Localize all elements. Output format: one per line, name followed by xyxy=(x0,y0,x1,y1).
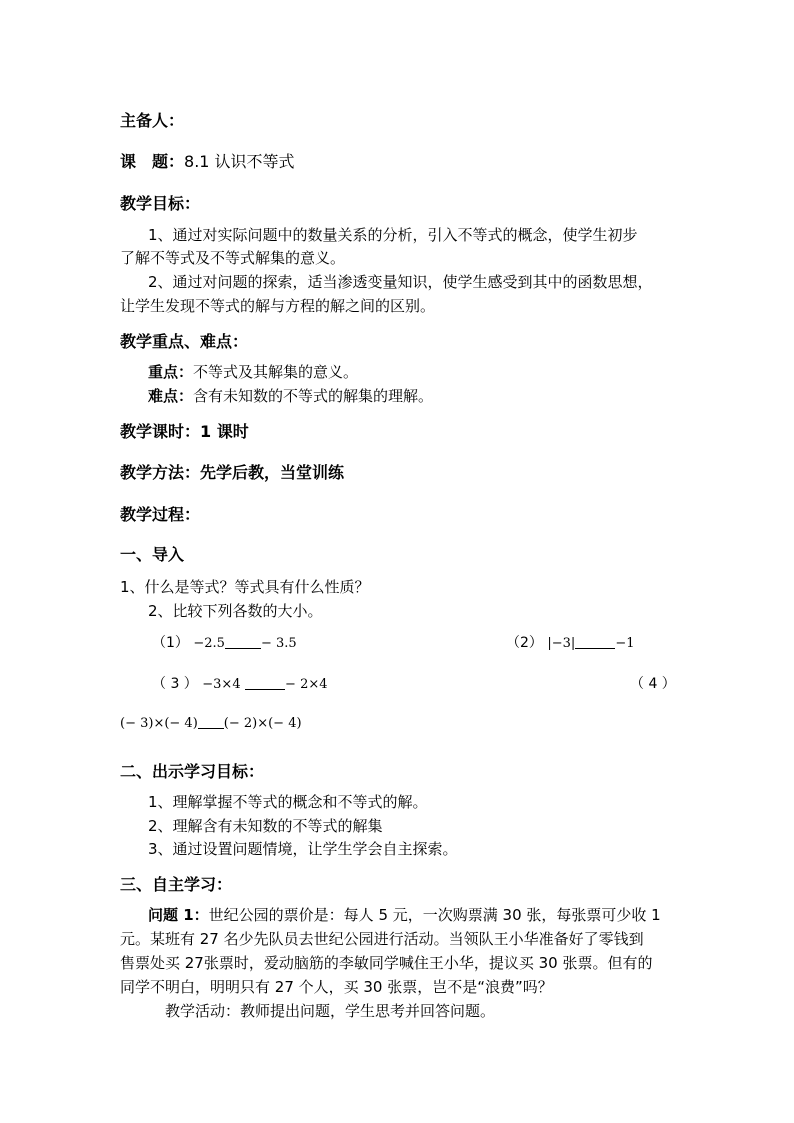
difficulty-line xyxy=(148,385,433,406)
teaching-activity: 教学活动：教师提出问题，学生思考并回答问题。 xyxy=(165,1002,496,1020)
self-study-line-4: 同学不明白，明明只有 27 个人，买 30 张票，岂不是“浪费”吗？ xyxy=(120,978,553,996)
difficulty-text: 含有未知数的不等式的解集的理解。 xyxy=(193,387,434,405)
focus-text: 不等式及其解集的意义。 xyxy=(193,363,359,381)
problem-4 xyxy=(120,714,302,731)
method-label: 教学方法： xyxy=(120,463,201,482)
self-study-line-1 xyxy=(148,904,661,925)
problem-1-right: − 3.5 xyxy=(260,636,297,651)
self-study-line-2: 元。某班有 27 名少先队员去世纪公园进行活动。当领队王小华准备好了零钱到 xyxy=(120,930,644,948)
objective-2-line-2: 让学生发现不等式的解与方程的解之间的区别。 xyxy=(120,297,436,315)
process-heading: 教学过程： xyxy=(120,505,201,524)
key-points-heading: 教学重点、难点： xyxy=(120,332,249,351)
difficulty-label: 难点： xyxy=(148,387,194,405)
problem-3-left: −3×4 xyxy=(202,677,241,692)
problem-1-label: （1） xyxy=(152,635,189,651)
objective-2-line-1: 2、通过对问题的探索，适当渗透变量知识，使学生感受到其中的函数思想， xyxy=(148,273,653,291)
topic-title: 8.1 认识不等式 xyxy=(184,152,295,171)
problem-label: 问题 1： xyxy=(148,906,209,924)
hours-line xyxy=(120,419,249,442)
topic-label: 课 题： xyxy=(120,152,185,171)
problem-3-right: − 2×4 xyxy=(285,677,328,692)
problem-1 xyxy=(152,632,297,652)
problem-text-1: 世纪公园的票价是：每人 5 元，一次购票满 30 张，每张票可少收 1 xyxy=(208,906,661,924)
focus-label: 重点： xyxy=(148,363,194,381)
goal-item-1: 1、理解掌握不等式的概念和不等式的解。 xyxy=(148,793,428,811)
prepared-by: 主备人： xyxy=(120,111,185,130)
problem-4-left: (− 3)×(− 4) xyxy=(120,716,198,731)
problem-2-blank xyxy=(575,634,615,649)
hours-value: 1 课时 xyxy=(200,422,249,441)
objectives-heading: 教学目标： xyxy=(120,194,201,213)
goal-item-2: 2、理解含有未知数的不等式的解集 xyxy=(148,817,383,835)
focus-line xyxy=(148,361,358,382)
objective-1-line-1: 1、通过对实际问题中的数量关系的分析，引入不等式的概念，使学生初步 xyxy=(148,226,638,244)
goal-item-3: 3、通过设置问题情境，让学生学会自主探索。 xyxy=(148,840,458,858)
hours-label: 教学课时： xyxy=(120,422,201,441)
topic-line xyxy=(120,149,295,172)
self-study-line-3: 售票处买 27张票时，爱动脑筋的李敏同学喊住王小华，提议买 30 张票。但有的 xyxy=(120,954,653,972)
problem-2-left: |−3| xyxy=(547,636,576,651)
problem-3 xyxy=(152,673,328,693)
intro-question-1: 1、什么是等式？等式具有什么性质？ xyxy=(120,578,370,596)
goals-heading: 二、出示学习目标： xyxy=(120,762,265,781)
problem-4-blank xyxy=(198,714,224,729)
intro-heading: 一、导入 xyxy=(120,545,185,564)
problem-3-label: （ 3 ） xyxy=(152,676,198,692)
objective-1-line-2: 了解不等式及不等式解集的意义。 xyxy=(120,249,346,267)
problem-4-right: (− 2)×(− 4) xyxy=(223,716,302,731)
method-line xyxy=(120,460,344,483)
problem-2 xyxy=(506,632,634,652)
method-value: 先学后教，当堂训练 xyxy=(200,463,345,482)
problem-2-right: −1 xyxy=(615,636,635,651)
problem-4-label: （ 4 ） xyxy=(630,676,676,692)
problem-2-label: （2） xyxy=(506,635,543,651)
self-study-heading: 三、自主学习： xyxy=(120,875,233,894)
intro-question-2: 2、比较下列各数的大小。 xyxy=(148,602,323,620)
problem-3-blank xyxy=(245,675,285,690)
problem-1-blank xyxy=(225,634,261,649)
problem-1-left: −2.5 xyxy=(193,636,225,651)
